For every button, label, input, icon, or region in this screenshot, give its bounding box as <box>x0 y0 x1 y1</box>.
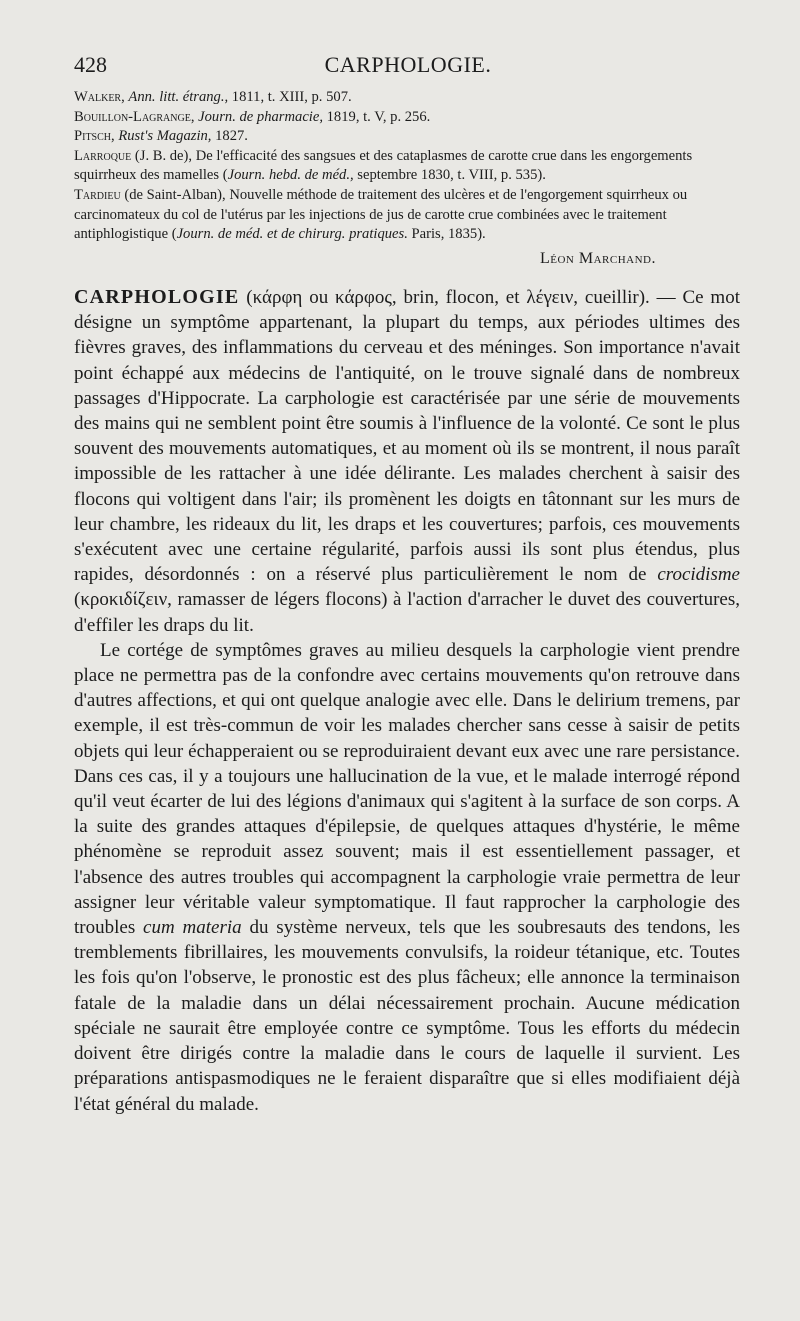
headword: CARPHOLOGIE <box>74 286 240 308</box>
article-body <box>74 285 740 1117</box>
entry-title: Journ. hebd. de méd., <box>227 167 354 184</box>
entry-title: Journ. de méd. et de chirurg. pratiques. <box>176 226 408 243</box>
entry-author: Larroque <box>74 147 132 164</box>
entry-author: Tardieu <box>74 186 121 203</box>
entry-details: 1819, t. V, p. 256. <box>322 108 431 125</box>
entry-details: 1827. <box>211 128 248 145</box>
entry-author: Bouillon-Lagrange, <box>74 108 195 125</box>
page-number: 428 <box>74 52 107 77</box>
italic-term: cum materia <box>143 917 242 939</box>
paragraph-text: du système nerveux, tels que les soubresauts des tendons, les tremblements fibrillaires, les mouvements convulsifs, la roideur tétanique, etc. Toutes les fois qu'on l'observe, le pronostic est des plus fâcheux; elle annonce la terminaison fatale de la maladie dans un délai nécessairement prochain. Aucune médication spéciale ne saurait être employée contre ce symptôme. Tous les efforts du médecin doivent être dirigés contre la maladie dans le cours de laquelle il survient. Les préparations antispasmodiques ne le feraient disparaître que si elles modifiaient déjà l'état général du malade. <box>74 917 740 1115</box>
entry-description: (J. B. de), De l'efficacité des sangsues et des cataplasmes de carotte crue dans les engorgements squirrheux des mamelles ( <box>74 147 693 184</box>
entry-author: Pitsch, <box>74 128 115 145</box>
entry-description: (de Saint-Alban), Nouvelle méthode de traitement des ulcères et de l'engorgement squirrheux ou carcinomateux du col de l'utérus par les injections de jus de carotte crue combinées avec le traitement antiphlogistique ( <box>74 186 688 243</box>
paragraph-text: (κάρφη ou κάρφος, brin, flocon, et λέγειν, cueillir). — Ce mot désigne un symptôme appartenant, la plupart du temps, aux périodes ultimes des fièvres graves, des inflammations du cerveau et des méninges. Son importance n'avait point échappé aux médecins de l'antiquité, on le trouve signalé dans de nombreux passages d'Hippocrate. La carphologie est caractérisée par une série de mouvements des mains qui ne semblent point être soumis à l'influence de la volonté. Ce sont le plus souvent des mouvements automatiques, et au moment où ils se montrent, il nous paraît impossible de les rattacher à une idée délirante. Les malades cherchent à saisir des flocons qui voltigent dans l'air; ils promènent les doigts en tâtonnant sur les murs de leur chambre, les rideaux du lit, les draps et les couvertures; parfois, ces mouvements s'exécutent avec une certaine régularité, parfois aussi ils sont plus étendus, plus rapides, désordonnés : on a réservé plus particulièrement le nom de <box>74 287 740 586</box>
bibliography <box>74 88 740 268</box>
entry-details: 1811, t. XIII, p. 507. <box>228 89 352 105</box>
author-signature: Léon Marchand. <box>540 249 656 267</box>
article-paragraph <box>74 638 740 1117</box>
entry-title: Journ. de pharmacie, <box>198 108 323 125</box>
entry-title: Rust's Magazin, <box>118 128 212 145</box>
entry-details: septembre 1830, t. VIII, p. 535). <box>353 167 546 184</box>
paragraph-text: Le cortége de symptômes graves au milieu desquels la carphologie vient prendre place ne permettra pas de la confondre avec certains mouvements qu'on retrouve dans d'autres affections, et qui ont quelque analogie avec elle. Dans le delirium tremens, par exemple, il est très-commun de voir les malades chercher sans cesse à saisir de petits objets qui leur échapperaient ou se reproduiraient devant eux avec une rare persistance. Dans ces cas, il y a toujours une hallucination de la vue, et le malade interrogé répond qu'il veut écarter de lui des légions d'animaux qui s'agitent à la surface de son corps. A la suite des grandes attaques d'épilepsie, de quelques attaques d'hystérie, le même phénomène se reproduit assez souvent; mais il est essentiellement passager, et l'absence des autres troubles qui accompagnent la carphologie vraie permettra de leur assigner leur véritable valeur symptomatique. Il faut rapprocher la carphologie des troubles <box>74 639 740 939</box>
entry-details: Paris, 1835). <box>407 226 486 243</box>
bibliography-entry <box>74 88 740 108</box>
article-paragraph <box>74 285 740 638</box>
bibliography-entry <box>74 127 740 147</box>
running-title: CARPHOLOGIE. <box>324 52 492 77</box>
paragraph-text: (κροκιδίζειν, ramasser de légers flocons) à l'action d'arracher le duvet des couvertures, d'effiler les draps du lit. <box>74 589 740 636</box>
bibliography-entry <box>74 147 740 186</box>
entry-author: Walker, <box>74 89 125 105</box>
bibliography-entry <box>74 186 740 245</box>
page-header <box>74 52 742 84</box>
italic-term: crocidisme <box>657 564 740 586</box>
entry-title: Ann. litt. étrang., <box>128 89 229 105</box>
bibliography-entry <box>74 108 740 128</box>
